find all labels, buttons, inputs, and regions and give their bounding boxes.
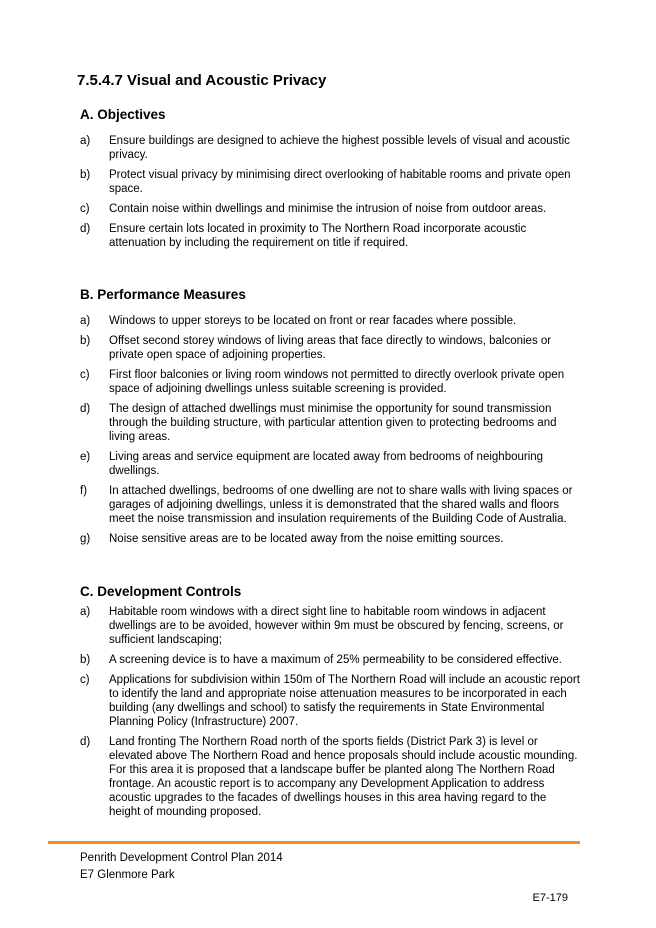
item-letter: c): [80, 674, 90, 686]
list-item: [80, 314, 580, 328]
item-text: Applications for subdivision within 150m of The Northern Road will include an acoustic report to identify the land and appropriate noise attenuation measures to be incorporated in each building (any dwellings and school) to satisfy the requirements in State Environmental Planning Policy (Infrastructure) 2007.: [109, 674, 580, 728]
item-letter: d): [80, 736, 91, 748]
item-text: Contain noise within dwellings and minimise the intrusion of noise from outdoor areas.: [109, 203, 547, 215]
item-text: Windows to upper storeys to be located on front or rear facades where possible.: [109, 315, 517, 327]
footer-section-name: E7 Glenmore Park: [80, 869, 175, 881]
list-item: [80, 168, 580, 196]
development-controls-list: [80, 605, 580, 825]
item-letter: g): [80, 533, 91, 545]
item-letter: c): [80, 369, 90, 381]
list-item: [80, 605, 580, 647]
item-text: Living areas and service equipment are located away from bedrooms of neighbouring dwellings.: [109, 451, 544, 477]
item-letter: a): [80, 606, 91, 618]
performance-measures-list: [80, 314, 580, 552]
item-text: First floor balconies or living room windows not permitted to directly overlook private open space of adjoining dwellings unless suitable screening is provided.: [109, 369, 565, 395]
section-heading-development-controls: C. Development Controls: [80, 584, 242, 599]
page-number: E7-179: [532, 892, 568, 904]
item-letter: e): [80, 451, 91, 463]
item-text: Offset second storey windows of living areas that face directly to windows, balconies or private open space of adjoining properties.: [109, 335, 552, 361]
list-item: [80, 653, 580, 667]
list-item: [80, 334, 580, 362]
footer-divider: [48, 841, 580, 844]
item-text: Habitable room windows with a direct sight line to habitable room windows in adjacent dwellings are to be avoided, however within 9m must be obscured by fencing, screens, or sufficient landscaping;: [109, 606, 564, 646]
item-letter: d): [80, 223, 91, 235]
list-item: [80, 673, 580, 729]
item-letter: c): [80, 203, 90, 215]
item-text: Ensure certain lots located in proximity to The Northern Road incorporate acoustic attenuation by including the requirement on title if required.: [109, 223, 527, 249]
item-letter: a): [80, 315, 91, 327]
item-text: Noise sensitive areas are to be located away from the noise emitting sources.: [109, 533, 504, 545]
item-letter: a): [80, 135, 91, 147]
list-item: [80, 222, 580, 250]
list-item: [80, 735, 580, 819]
item-text: Protect visual privacy by minimising direct overlooking of habitable rooms and private open space.: [109, 169, 571, 195]
list-item: [80, 134, 580, 162]
item-letter: b): [80, 335, 91, 347]
item-text: Ensure buildings are designed to achieve the highest possible levels of visual and acoustic privacy.: [109, 135, 570, 161]
item-text: Land fronting The Northern Road north of the sports fields (District Park 3) is level or elevated above The Northern Road and hence proposals should include acoustic mounding. For this area it is proposed that a landscape buffer be planted along The Northern Road frontage. An acoustic report is to accompany any Development Application to address acoustic upgrades to the facades of dwellings houses in this area having regard to the height of mounding proposed.: [109, 736, 578, 818]
item-letter: b): [80, 169, 91, 181]
item-text: In attached dwellings, bedrooms of one dwelling are not to share walls with living spaces or garages of adjoining dwellings, unless it is demonstrated that the shared walls and floors meet the noise transmission and insulation requirements of the Building Code of Australia.: [109, 485, 573, 525]
list-item: [80, 368, 580, 396]
objectives-list: [80, 134, 580, 256]
list-item: [80, 484, 580, 526]
list-item: [80, 450, 580, 478]
section-heading-objectives: A. Objectives: [80, 107, 166, 122]
item-text: A screening device is to have a maximum of 25% permeability to be considered effective.: [109, 654, 562, 666]
item-letter: d): [80, 403, 91, 415]
list-item: [80, 402, 580, 444]
list-item: [80, 532, 580, 546]
item-text: The design of attached dwellings must minimise the opportunity for sound transmission through the building structure, with particular attention given to protecting bedrooms and living areas.: [109, 403, 557, 443]
footer-document-title: Penrith Development Control Plan 2014: [80, 852, 283, 864]
item-letter: b): [80, 654, 91, 666]
item-letter: f): [80, 485, 88, 497]
list-item: [80, 202, 580, 216]
section-heading-performance-measures: B. Performance Measures: [80, 287, 246, 302]
page-title: 7.5.4.7 Visual and Acoustic Privacy: [77, 72, 327, 89]
